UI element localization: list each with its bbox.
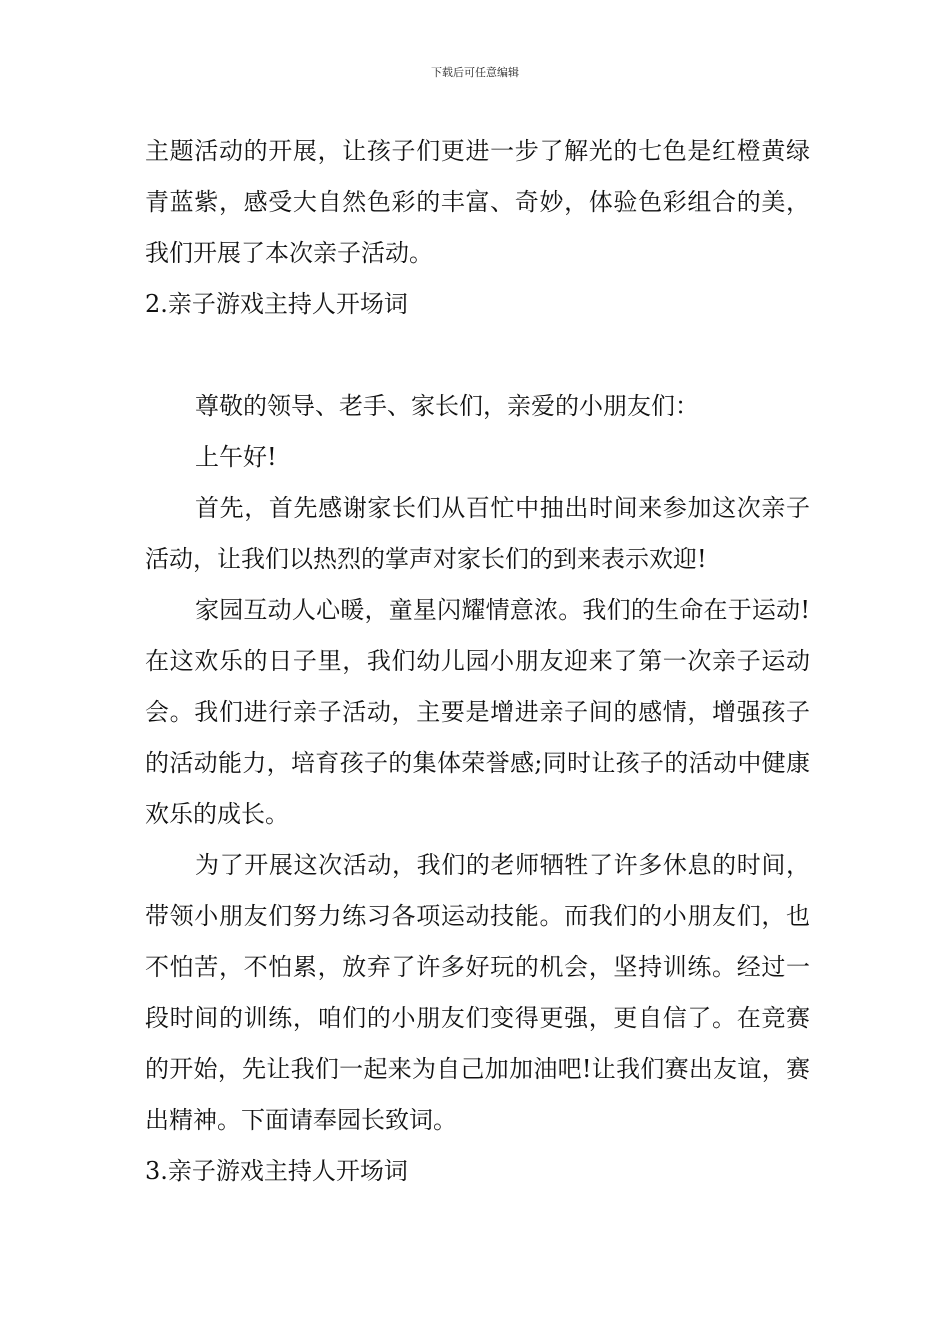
sports-paragraph: 家园互动人心暖，童星闪耀情意浓。我们的生命在于运动!在这欢乐的日子里，我们幼儿园小朋友迎来了第一次亲子运动会。我们进行亲子活动，主要是增进亲子间的感情，增强孩子的活动能力，培育孩子的集体荣誉感;同时让孩子的活动中健康欢乐的成长。 [145,596,810,828]
section-heading-2: 2.亲子游戏主持人开场词 [145,290,408,318]
blank-line [145,330,810,381]
page-header-note: 下载后可任意编辑 [431,66,519,79]
intro-paragraph: 主题活动的开展，让孩子们更进一步了解光的七色是红橙黄绿青蓝紫，感受大自然色彩的丰富、奇妙，体验色彩组合的美，我们开展了本次亲子活动。 [145,137,810,267]
training-paragraph: 为了开展这次活动，我们的老师牺牲了许多休息的时间，带领小朋友们努力练习各项运动技能。而我们的小朋友们，也不怕苦，不怕累，放弃了许多好玩的机会，坚持训练。经过一段时间的训练，咱们的小朋友们变得更强，更自信了。在竞赛的开始，先让我们一起来为自己加加油吧!让我们赛出友谊，赛出精神。下面请奉园长致词。 [145,851,810,1134]
greeting-paragraph: 尊敬的领导、老手、家长们，亲爱的小朋友们： [195,392,699,420]
document-body [145,126,810,1197]
thanks-paragraph: 首先，首先感谢家长们从百忙中抽出时间来参加这次亲子活动，让我们以热烈的掌声对家长们的到来表示欢迎! [145,494,810,573]
good-morning-paragraph: 上午好! [195,443,277,471]
section-heading-3: 3.亲子游戏主持人开场词 [145,1157,408,1185]
